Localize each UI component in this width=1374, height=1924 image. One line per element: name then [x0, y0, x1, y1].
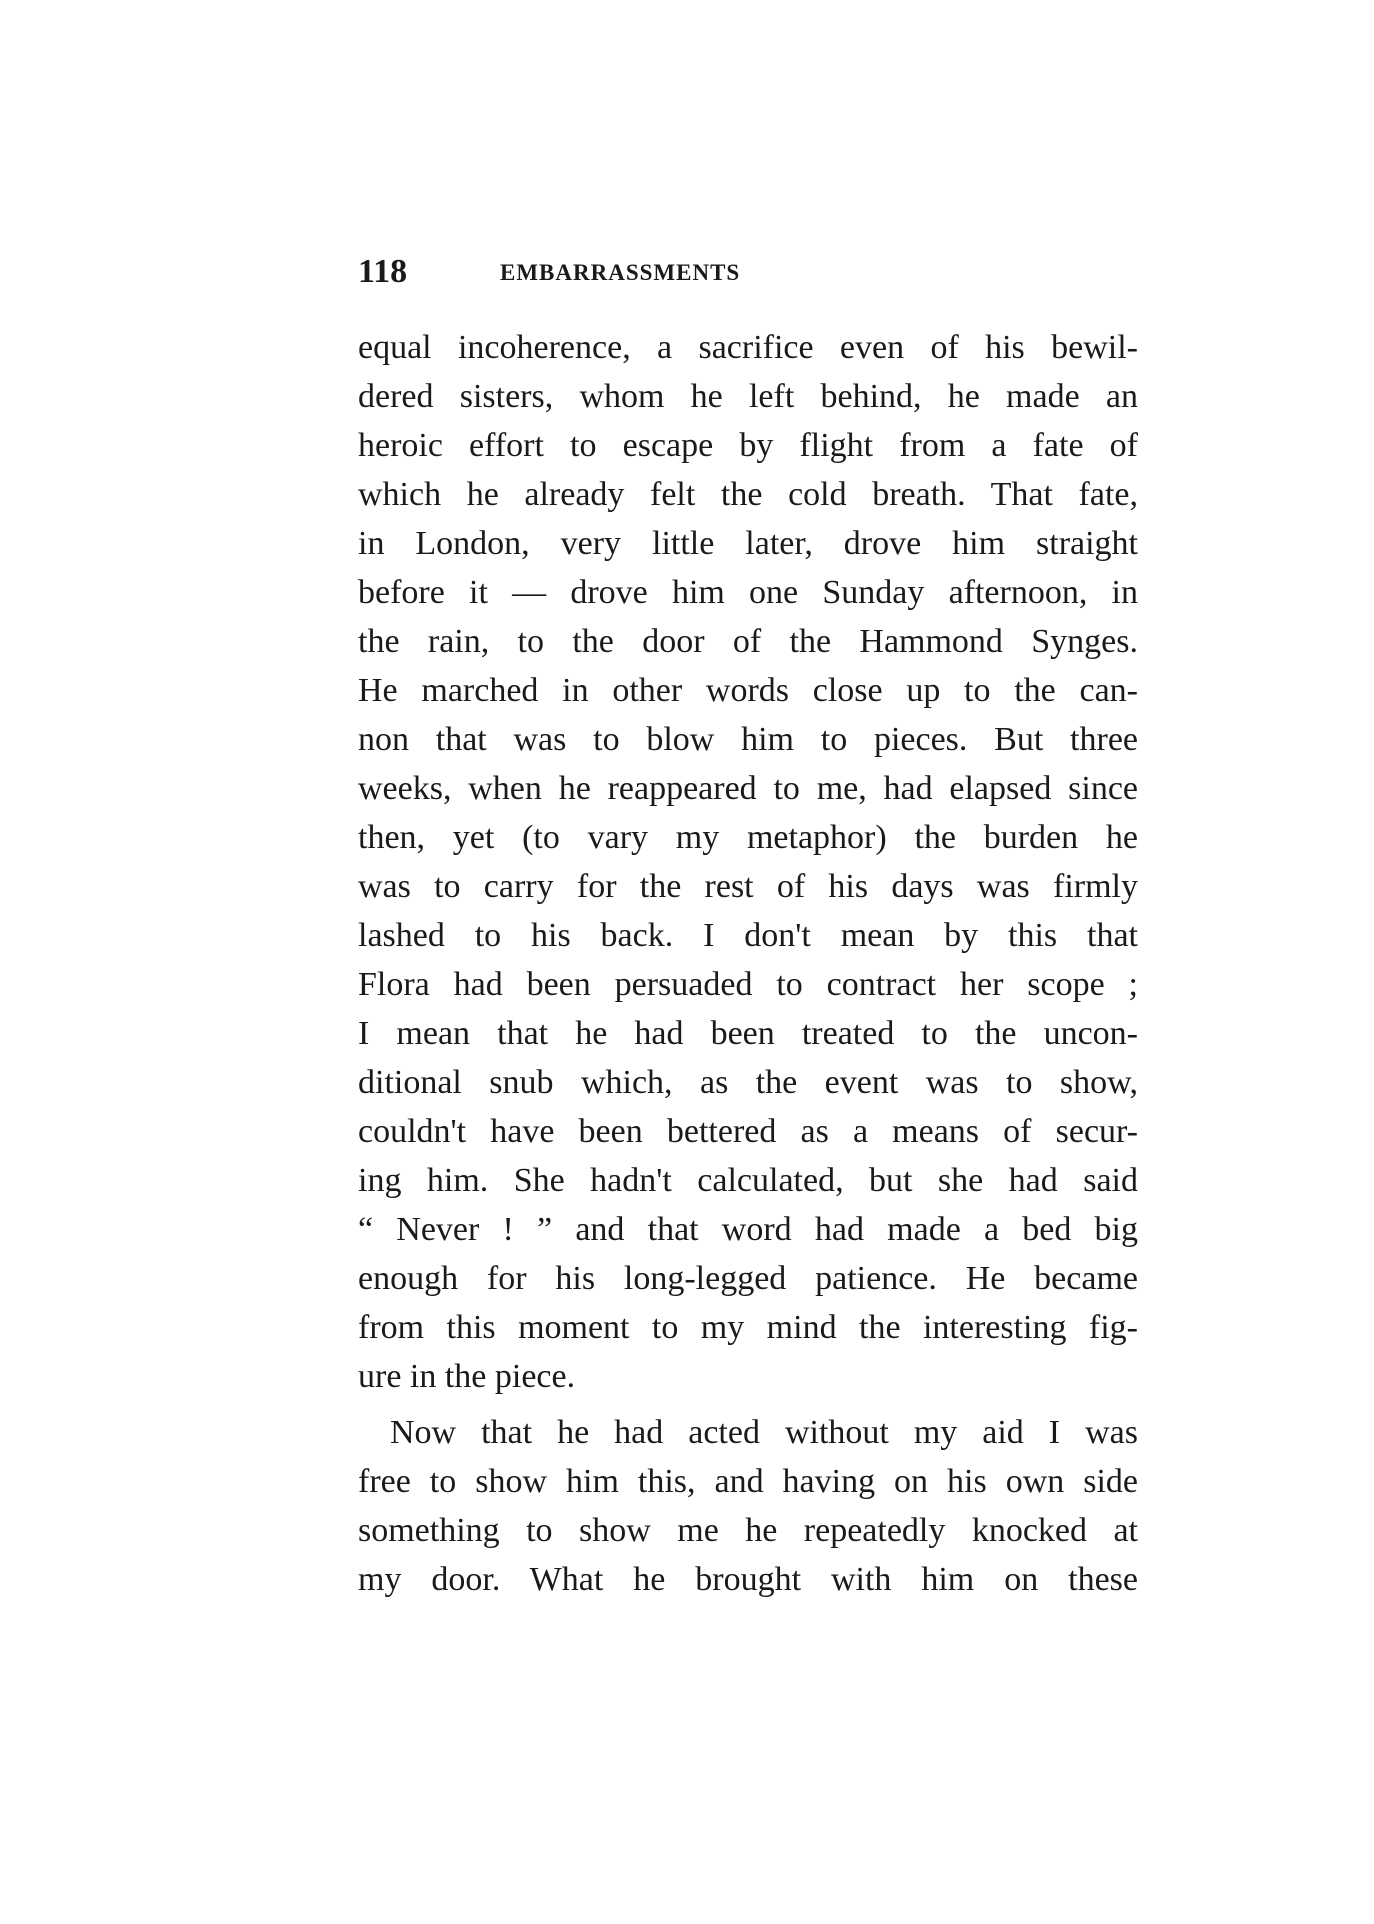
text-line: Flora had been persuaded to contract her scope ; — [358, 966, 1138, 1003]
text-line: enough for his long-legged patience. He became — [358, 1260, 1138, 1297]
text-line: something to show me he repeatedly knocked at — [358, 1512, 1138, 1549]
text-line: free to show him this, and having on his own side — [358, 1463, 1138, 1500]
text-line: He marched in other words close up to the can- — [358, 672, 1138, 709]
paragraph-2 — [358, 1408, 1138, 1604]
text-line: before it — drove him one Sunday afternoon, in — [358, 574, 1138, 611]
text-line: which he already felt the cold breath. That fate, — [358, 476, 1138, 513]
text-line: heroic effort to escape by flight from a fate of — [358, 427, 1138, 464]
text-line: weeks, when he reappeared to me, had elapsed since — [358, 770, 1138, 807]
text-line: was to carry for the rest of his days was firmly — [358, 868, 1138, 905]
text-line: the rain, to the door of the Hammond Synges. — [358, 623, 1138, 660]
running-head — [358, 252, 1138, 292]
running-title: EMBARRASSMENTS — [500, 260, 741, 285]
body-text — [358, 323, 1138, 1604]
text-line: lashed to his back. I don't mean by this that — [358, 917, 1138, 954]
text-line: couldn't have been bettered as a means of secur- — [358, 1113, 1138, 1150]
text-line: non that was to blow him to pieces. But three — [358, 721, 1138, 758]
page-number: 118 — [358, 253, 408, 290]
text-line: my door. What he brought with him on these — [358, 1561, 1138, 1598]
paragraph-spacer — [358, 1401, 1138, 1408]
paragraph-1 — [358, 323, 1138, 1401]
text-line: I mean that he had been treated to the uncon- — [358, 1015, 1138, 1052]
text-line: in London, very little later, drove him straight — [358, 525, 1138, 562]
text-line: then, yet (to vary my metaphor) the burden he — [358, 819, 1138, 856]
text-line: “ Never ! ” and that word had made a bed big — [358, 1211, 1138, 1248]
text-line: ditional snub which, as the event was to show, — [358, 1064, 1138, 1101]
text-line: dered sisters, whom he left behind, he made an — [358, 378, 1138, 415]
text-line: Now that he had acted without my aid I was — [390, 1414, 1138, 1451]
text-line: equal incoherence, a sacrifice even of his bewil- — [358, 329, 1138, 366]
text-line: ure in the piece. — [358, 1358, 576, 1395]
text-line: from this moment to my mind the interesting fig- — [358, 1309, 1138, 1346]
text-line: ing him. She hadn't calculated, but she had said — [358, 1162, 1138, 1199]
